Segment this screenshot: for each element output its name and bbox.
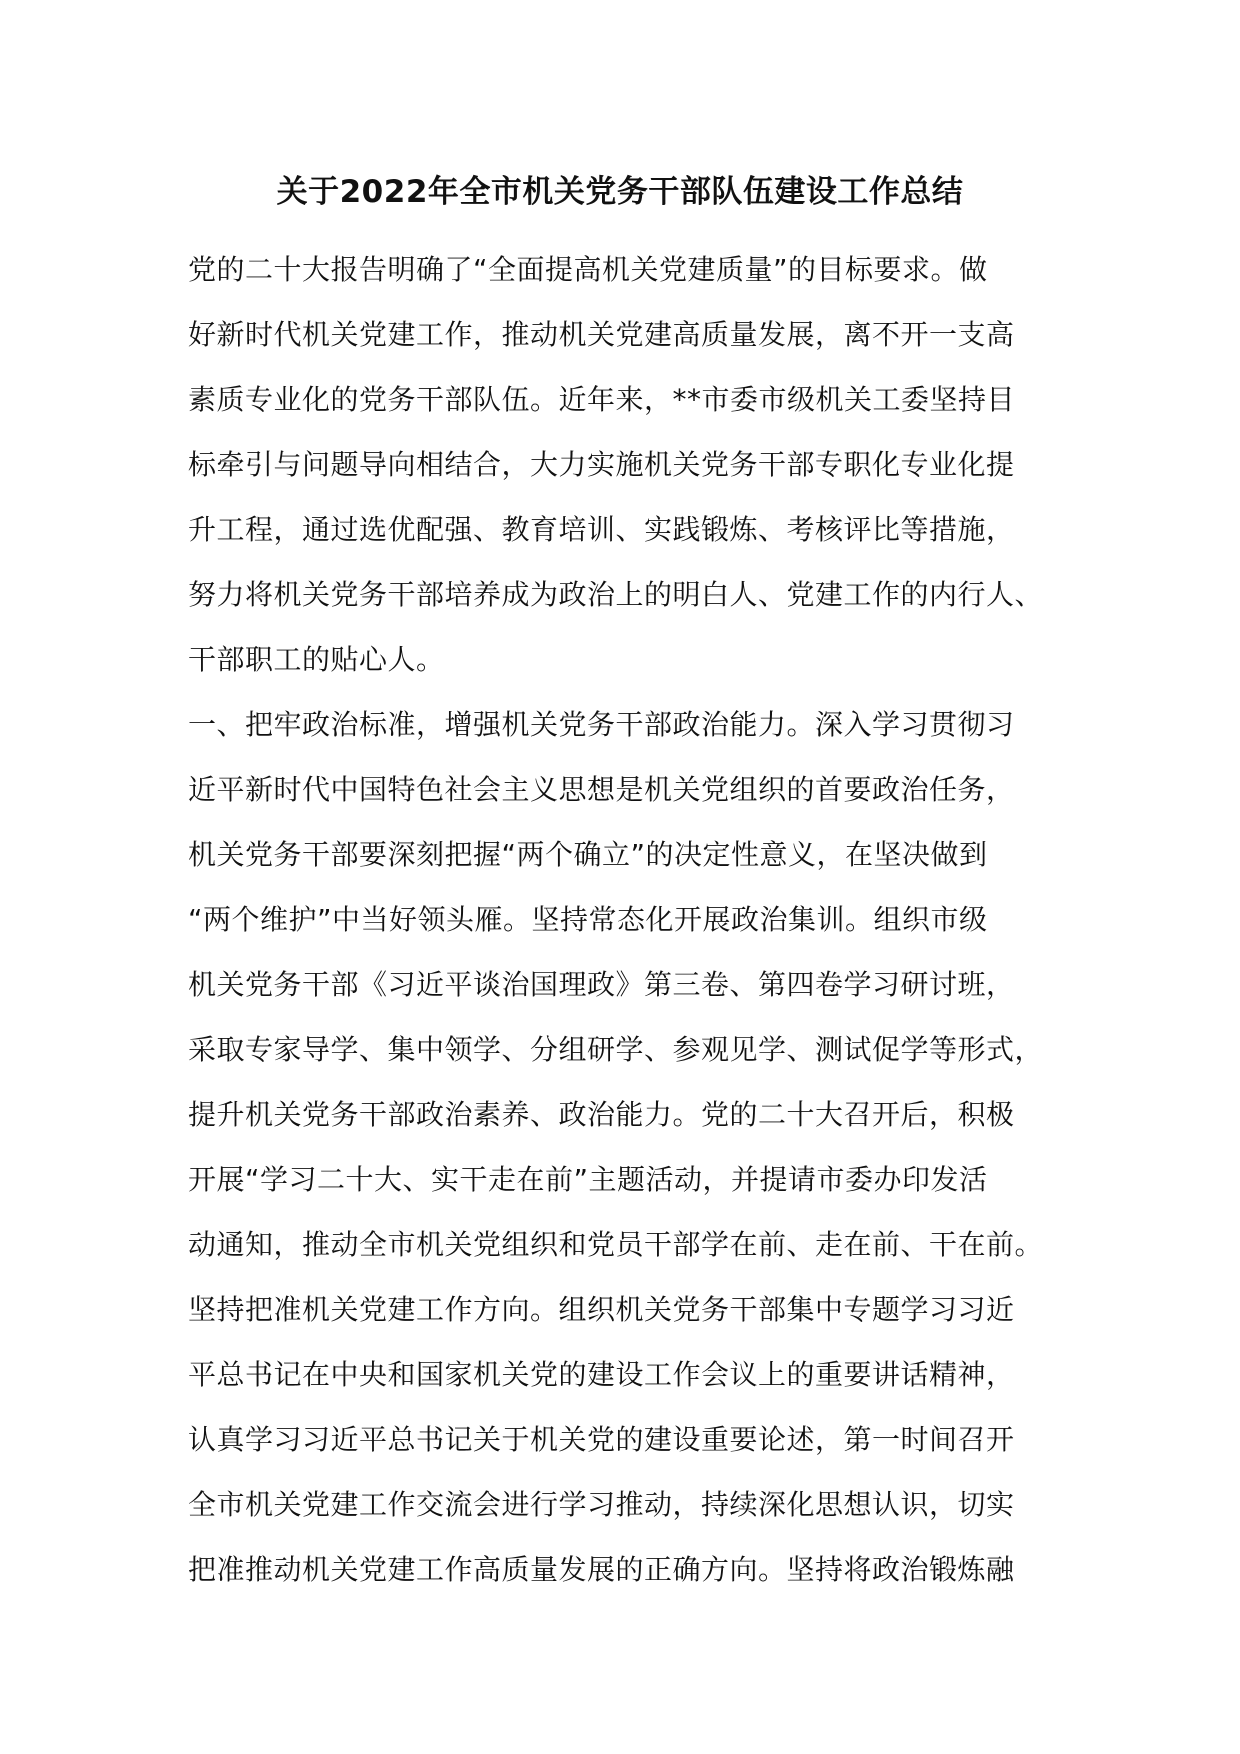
body-line: “两个维护”中当好领头雁。坚持常态化开展政治集训。组织市级 (188, 903, 988, 936)
body-line: 平总书记在中央和国家机关党的建设工作会议上的重要讲话精神， (188, 1358, 1015, 1391)
body-line: 全市机关党建工作交流会进行学习推动，持续深化思想认识，切实 (188, 1488, 1015, 1521)
body-line: 一、把牢政治标准，增强机关党务干部政治能力。深入学习贯彻习 (188, 708, 1015, 741)
body-line: 认真学习习近平总书记关于机关党的建设重要论述，第一时间召开 (188, 1423, 1015, 1456)
body-line: 提升机关党务干部政治素养、政治能力。党的二十大召开后，积极 (188, 1098, 1015, 1131)
body-line: 采取专家导学、集中领学、分组研学、参观见学、测试促学等形式， (188, 1033, 1044, 1066)
body-line: 坚持把准机关党建工作方向。组织机关党务干部集中专题学习习近 (188, 1293, 1015, 1326)
body-line: 动通知，推动全市机关党组织和党员干部学在前、走在前、干在前。 (188, 1228, 1044, 1261)
body-line: 努力将机关党务干部培养成为政治上的明白人、党建工作的内行人、 (188, 578, 1044, 611)
body-line: 机关党务干部要深刻把握“两个确立”的决定性意义，在坚决做到 (188, 838, 988, 871)
body-line: 标牵引与问题导向相结合，大力实施机关党务干部专职化专业化提 (188, 448, 1015, 481)
body-line: 开展“学习二十大、实干走在前”主题活动，并提请市委办印发活 (188, 1163, 988, 1196)
body-line: 升工程，通过选优配强、教育培训、实践锻炼、考核评比等措施， (188, 513, 1015, 546)
body-line: 素质专业化的党务干部队伍。近年来，**市委市级机关工委坚持目 (188, 383, 1016, 416)
body-line: 党的二十大报告明确了“全面提高机关党建质量”的目标要求。做 (188, 253, 988, 286)
body-line: 机关党务干部《习近平谈治国理政》第三卷、第四卷学习研讨班， (188, 968, 1015, 1001)
body-line: 把准推动机关党建工作高质量发展的正确方向。坚持将政治锻炼融 (188, 1553, 1015, 1586)
body-line: 近平新时代中国特色社会主义思想是机关党组织的首要政治任务， (188, 773, 1015, 806)
body-line: 好新时代机关党建工作，推动机关党建高质量发展，离不开一支高 (188, 318, 1015, 351)
document-body (188, 237, 1088, 1602)
document-title: 关于2022年全市机关党务干部队伍建设工作总结 (276, 174, 964, 210)
body-line: 干部职工的贴心人。 (188, 643, 445, 676)
